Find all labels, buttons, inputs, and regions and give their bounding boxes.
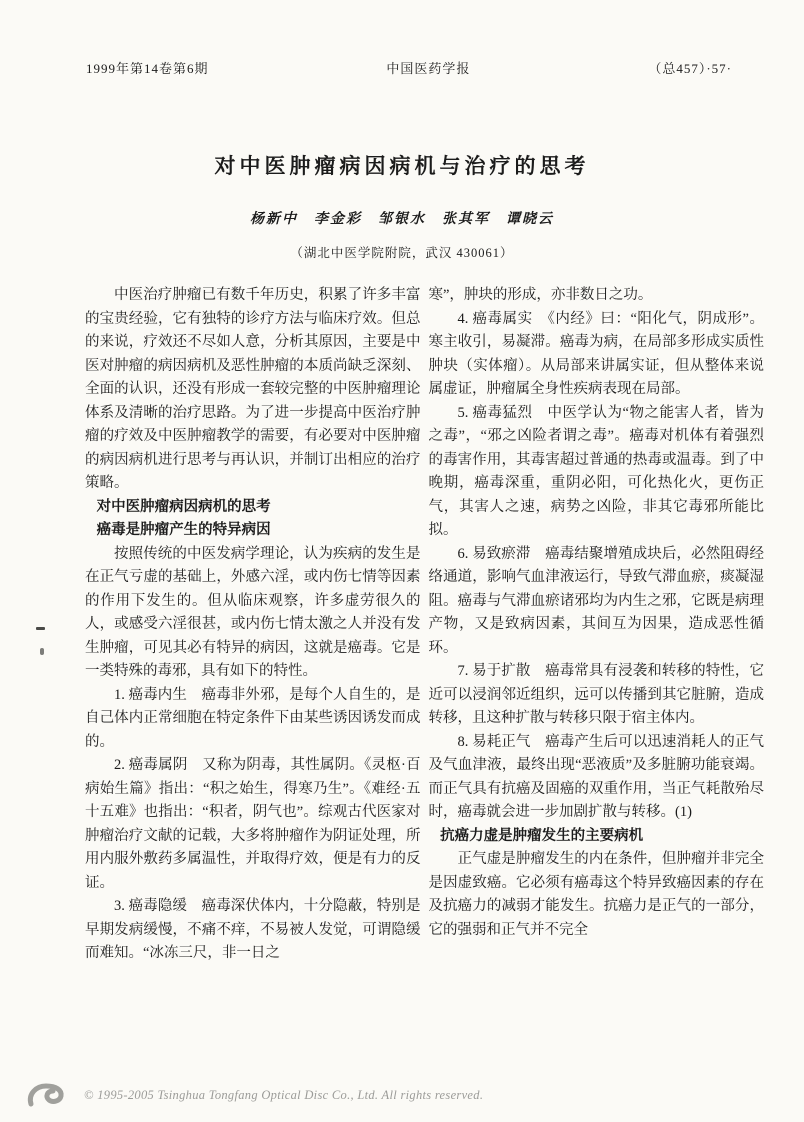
paragraph-item-6: 6. 易致瘀滞 癌毒结聚增殖成块后，必然阻碍经络通道，影响气血津液运行，导致气滞血瘀，痰凝湿阻。癌毒与气滞血瘀诸邪均为内生之邪，它既是病理产物，又是致病因素，其间互为因果，造成恶性循环。 xyxy=(428,545,764,656)
journal-header xyxy=(86,58,732,77)
header-issue: 1999年第14卷第6期 xyxy=(86,61,209,76)
section-heading-2: 抗癌力虚是肿瘤发生的主要病机 xyxy=(440,827,644,844)
article-affiliation: （湖北中医学院附院，武汉 430061） xyxy=(290,246,514,260)
section-subheading: 癌毒是肿瘤产生的特异病因 xyxy=(96,522,271,538)
paragraph-item-1: 1. 癌毒内生 癌毒非外邪，是每个人自生的，是自己体内正常细胞在特定条件下由某些诱因诱发而成的。 xyxy=(85,686,421,750)
paragraph-intro: 中医治疗肿瘤已有数千年历史，积累了许多丰富的宝贵经验，它有独特的诊疗方法与临床疗效。但总的来说，疗效还不尽如人意，分析其原因，主要是中医对肿瘤的病因病机及恶性肿瘤的本质尚缺乏深刻、全面的认识，还没有形成一套较完整的中医肿瘤理论体系及清晰的治疗思路。为了进一步提高中医治疗肿瘤的疗效及中医肿瘤教学的需要，有必要对中医肿瘤的病因病机进行思考与再认识，并制订出相应的治疗策略。 xyxy=(85,287,421,491)
section-heading: 对中医肿瘤病因病机的思考 xyxy=(96,498,271,515)
header-journal-name: 中国医药学报 xyxy=(386,61,471,76)
paragraph: 按照传统的中医发病学理论，认为疾病的发生是在正气亏虚的基础上，外感六淫，或内伤七情等因素的作用下发生的。但从临床观察，许多虚劳很久的人，或感受六淫很甚，或内伤七情太激之人并没有发生肿瘤，可见其必有特异的病因，这就是癌毒。它是一类特殊的毒邪，具有如下的特性。 xyxy=(85,545,421,679)
paragraph-continuation: 寒”，肿块的形成，亦非数日之功。 xyxy=(428,287,653,303)
header-page-info: （总457）·57· xyxy=(648,61,732,76)
paragraph-item-4: 4. 癌毒属实 《内经》曰：“阳化气，阴成形”。寒主收引，易凝滞。癌毒为病，在局部多形成实质性肿块（实体瘤）。从局部来讲属实证，但从整体来说属虚证，肿瘤属全身性疾病表现在局部。 xyxy=(428,310,764,397)
article-authors: 杨新中 李金彩 邹银水 张其军 谭晓云 xyxy=(250,212,554,227)
tongfang-logo-icon xyxy=(26,1082,72,1108)
left-column xyxy=(85,284,421,966)
paragraph-item-5: 5. 癌毒猛烈 中医学认为“物之能害人者，皆为之毒”，“邪之凶险者谓之毒”。癌毒对机体有着强烈的毒害作用，其毒害超过普通的热毒或温毒。到了中晚期，癌毒深重，重阴必阳，可化热化火，更伤正气，其害人之速，病势之凶险，非其它毒邪所能比拟。 xyxy=(428,404,764,538)
paragraph-item-3: 3. 癌毒隐缓 癌毒深伏体内，十分隐蔽，特别是早期发病缓慢，不痛不痒，不易被人发觉，可谓隐缓而难知。“冰冻三尺，非一日之 xyxy=(85,898,421,961)
article-title: 对中医肿瘤病因病机与治疗的思考 xyxy=(214,155,590,178)
paragraph-item-8: 8. 易耗正气 癌毒产生后可以迅速消耗人的正气及气血津液，最终出现“恶液质”及多脏腑功能衰竭。而正气具有抗癌及固癌的双重作用，当正气耗散殆尽时，癌毒就会进一步加剧扩散与转移。(1) xyxy=(428,733,764,820)
copyright-text: © 1995-2005 Tsinghua Tongfang Optical Disc Co., Ltd. All rights reserved. xyxy=(84,1087,484,1102)
article-body xyxy=(85,284,764,966)
scan-artifact-dot xyxy=(40,648,44,655)
paragraph: 正气虚是肿瘤发生的内在条件，但肿瘤并非完全是因虚致癌。它必须有癌毒这个特异致癌因素的存在及抗癌力的减弱才能发生。抗癌力是正气的一部分，它的强弱和正气并不完全 xyxy=(428,851,764,938)
scan-artifact-dash xyxy=(36,627,45,630)
footer xyxy=(26,1082,778,1108)
paragraph-item-7: 7. 易于扩散 癌毒常具有浸袭和转移的特性，它近可以浸润邻近组织，远可以传播到其它脏腑，造成转移，且这种扩散与转移只限于宿主体内。 xyxy=(428,663,764,726)
right-column xyxy=(429,284,765,966)
paragraph-item-2: 2. 癌毒属阴 又称为阴毒，其性属阴。《灵枢·百病始生篇》指出：“积之始生，得寒乃生”。《难经·五十五难》也指出：“积者，阴气也”。综观古代医家对肿瘤治疗文献的记载，大多将肿瘤作为阴证处理，所用内服外敷药多属温性，并取得疗效，便是有力的反证。 xyxy=(85,757,421,891)
